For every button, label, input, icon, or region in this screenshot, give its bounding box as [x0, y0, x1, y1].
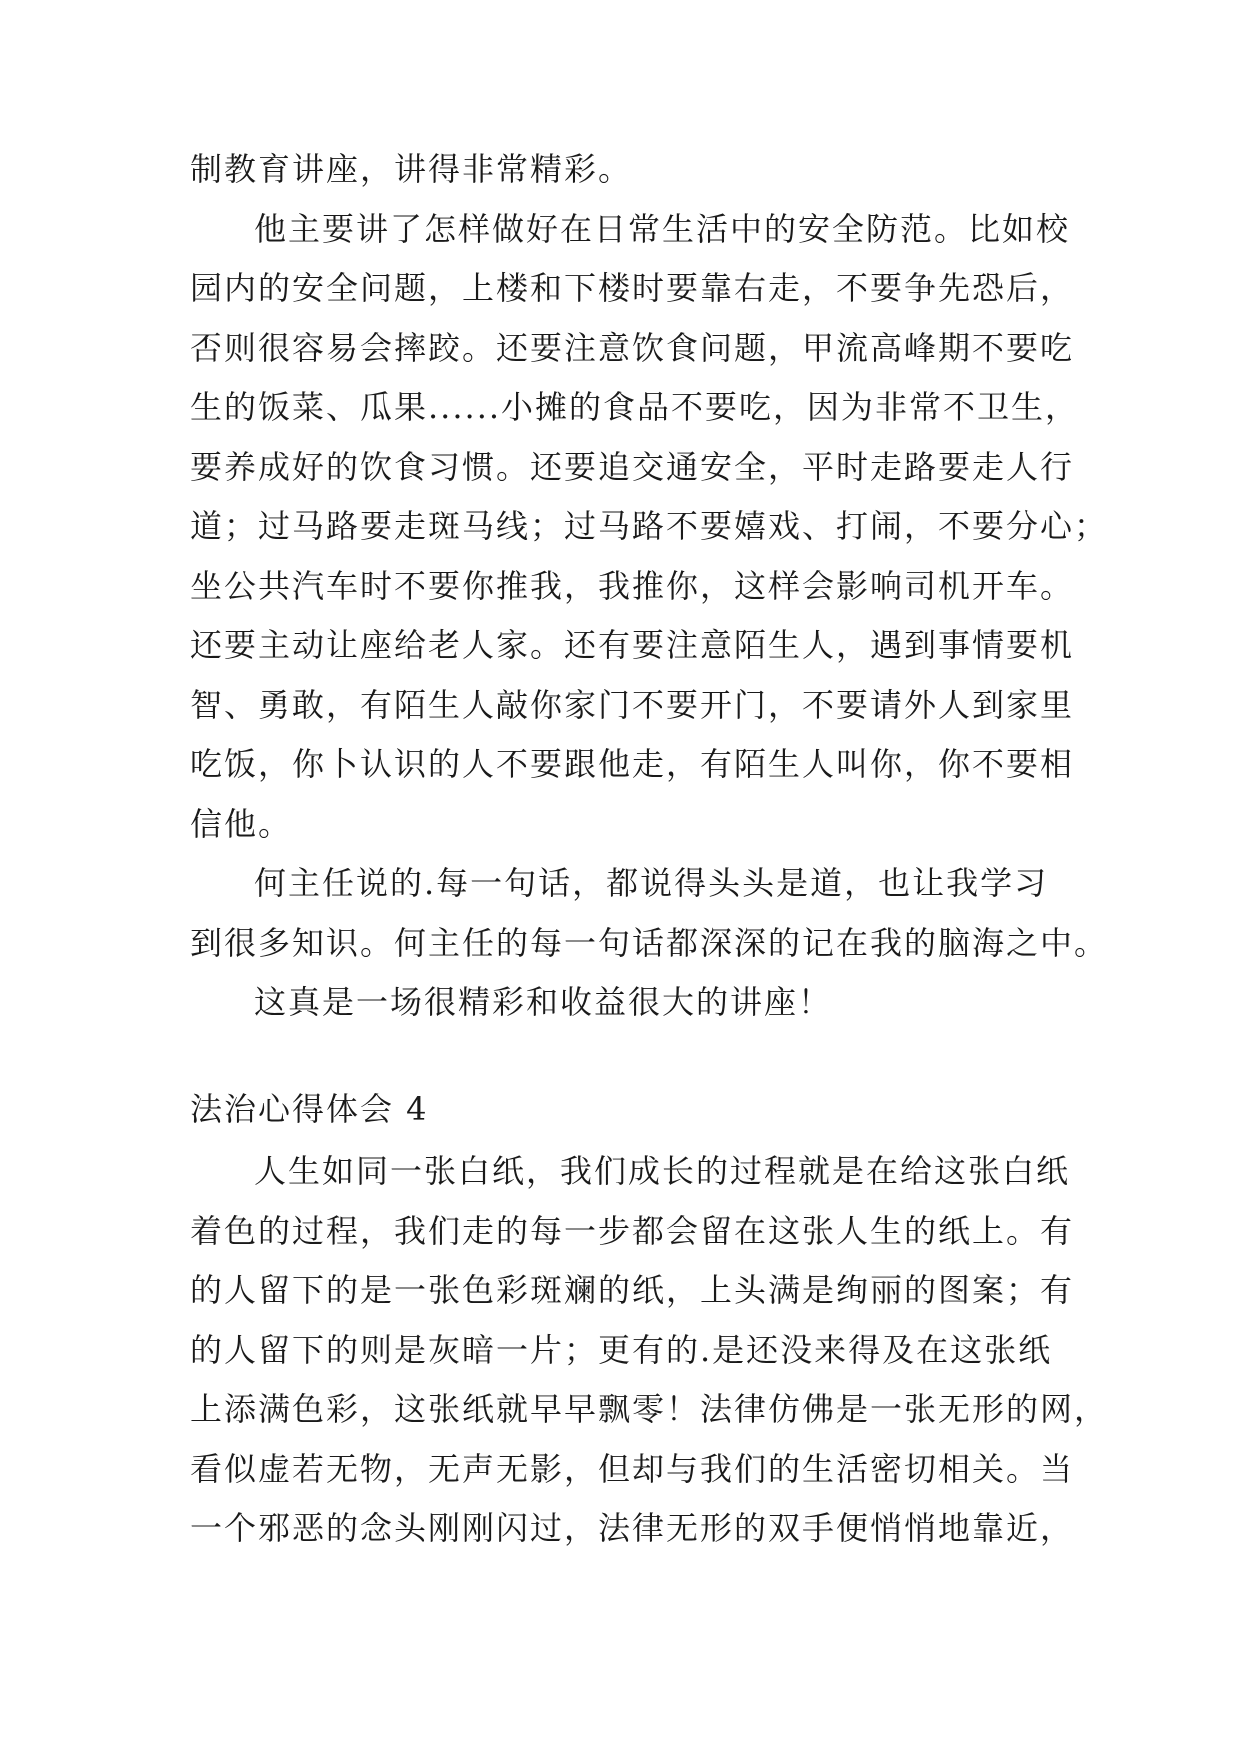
text-line: 生的饭菜、瓜果......小摊的食品不要吃，因为非常不卫生， — [190, 388, 1080, 426]
text-line: 的人留下的则是灰暗一片；更有的.是还没来得及在这张纸 — [190, 1330, 1053, 1369]
text-line: 坐公共汽车时不要你推我，我推你，这样会影响司机开车。 — [190, 566, 1075, 605]
text-line: 一个邪恶的念头刚刚闪过，法律无形的双手便悄悄地靠近， — [190, 1509, 1075, 1547]
text-line: 要养成好的饮食习惯。还要追交通安全，平时走路要走人行 — [190, 447, 1075, 486]
paragraph-start-line: 何主任说的.每一句话，都说得头头是道，也让我学习 — [254, 864, 1049, 902]
text-line: 还要主动让座给老人家。还有要注意陌生人，遇到事情要机 — [190, 626, 1075, 664]
text-line: 信他。 — [190, 804, 293, 843]
text-line: 吃饭，你卜认识的人不要跟他走，有陌生人叫你，你不要相 — [190, 745, 1075, 783]
paragraph-start-line: 人生如同一张白纸，我们成长的过程就是在给这张白纸 — [254, 1152, 1071, 1190]
text-line: 园内的安全问题，上楼和下楼时要靠右走，不要争先恐后， — [190, 269, 1075, 307]
text-line: 智、勇敢，有陌生人敲你家门不要开门，不要请外人到家里 — [190, 685, 1075, 724]
text-line: 看似虚若无物，无声无影，但却与我们的生活密切相关。当 — [190, 1449, 1075, 1488]
section-heading: 法治心得体会 4 — [190, 1090, 429, 1128]
text-line: 制教育讲座，讲得非常精彩。 — [190, 150, 633, 188]
text-line: 上添满色彩，这张纸就早早飘零！法律仿佛是一张无形的网， — [190, 1390, 1109, 1428]
text-line: 着色的过程，我们走的每一步都会留在这张人生的纸上。有 — [190, 1211, 1075, 1250]
text-line: 道；过马路要走斑马线；过马路不要嬉戏、打闹，不要分心； — [190, 507, 1109, 545]
paragraph-start-line: 这真是一场很精彩和收益很大的讲座！ — [254, 983, 833, 1021]
section-1 — [190, 140, 1109, 1033]
text-line: 的人留下的是一张色彩斑斓的纸，上头满是绚丽的图案；有 — [190, 1271, 1075, 1309]
text-line: 到很多知识。何主任的每一句话都深深的记在我的脑海之中。 — [190, 923, 1109, 962]
section-2 — [190, 1142, 1109, 1559]
text-line: 否则很容易会摔跤。还要注意饮食问题，甲流高峰期不要吃 — [190, 328, 1075, 367]
paragraph-start-line: 他主要讲了怎样做好在日常生活中的安全防范。比如校 — [254, 209, 1071, 248]
